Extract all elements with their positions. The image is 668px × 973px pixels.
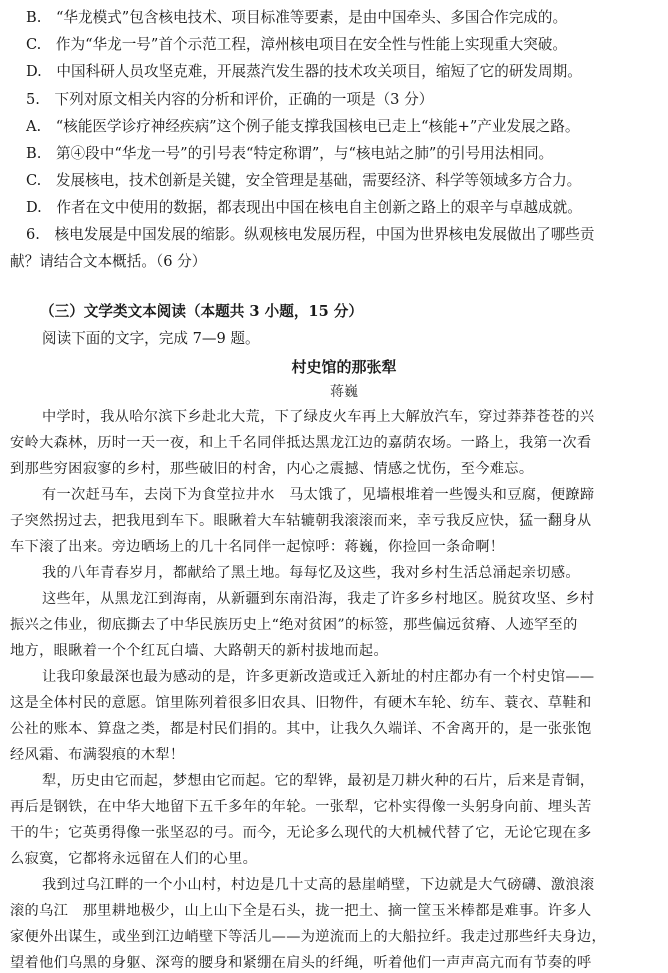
story-line: 安岭大森林，历时一天一夜，和上千名同伴抵达黑龙江边的嘉荫农场。一路上，我第一次看 — [10, 435, 592, 451]
q5-option-b: B. 第④段中“华龙一号”的引号表“特定称谓”，与“核电站之肺”的引号用法相同。 — [26, 145, 554, 162]
story-line: 我的八年青春岁月，都献给了黑土地。每每忆及这些，我对乡村生活总涌起亲切感。 — [42, 565, 580, 581]
story-line: 么寂寞，它都将永远留在人们的心里。 — [10, 851, 258, 867]
story-line: 公社的账本、算盘之类，都是村民们捐的。其中，让我久久端详、不舍离开的，是一张张饱 — [10, 721, 592, 737]
story-title: 村史馆的那张犁 — [291, 358, 397, 376]
story-line: 犁，历史由它而起，梦想由它而起。它的犁铧，最初是刀耕火种的石片，后来是青铜， — [42, 773, 595, 789]
story-line: 这是全体村民的意愿。馆里陈列着很多旧农具、旧物件，有硬木车轮、纺车、蓑衣、草鞋和 — [10, 695, 592, 711]
story-line: 滚的乌江 那里耕地极少，山上山下全是石头，拢一把土、摘一筐玉米棒都是难事。许多人 — [10, 903, 592, 919]
story-line: 振兴之伟业，彻底撕去了中华民族历史上“绝对贫困”的标签，那些偏远贫瘠、人迹罕至的 — [10, 617, 578, 633]
q4-option-c: C. 作为“华龙一号”首个示范工程，漳州核电项目在安全性与性能上实现重大突破。 — [26, 36, 567, 53]
story-line: 这些年，从黑龙江到海南，从新疆到东南沿海，我走了许多乡村地区。脱贫攻坚、乡村 — [42, 591, 595, 607]
story-line: 干的牛；它英勇得像一张坚忍的弓。而今，无论多么现代的大机械代替了它，无论它现在多 — [10, 825, 592, 841]
section-instruction: 阅读下面的文字，完成 7—9 题。 — [42, 330, 260, 347]
story-line: 车下滚了出来。旁边晒场上的几十名同伴一起惊呼：蒋巍，你捡回一条命啊！ — [10, 539, 505, 555]
q4-option-b: B. “华龙模式”包含核电技术、项目标准等要素，是由中国牵头、多国合作完成的。 — [26, 9, 568, 26]
story-line: 再后是钢铁，在中华大地留下五千多年的年轮。一张犁，它朴实得像一头躬身向前、埋头苦 — [10, 799, 592, 815]
story-line: 子突然拐过去，把我甩到车下。眼瞅着大车轱辘朝我滚滚而来，幸亏我反应快，猛一翻身从 — [10, 513, 592, 529]
story-line: 我到过乌江畔的一个小山村，村边是几十丈高的悬崖峭壁，下边就是大气磅礴、激浪滚 — [42, 877, 595, 893]
q5-option-a: A. “核能医学诊疗神经疾病”这个例子能支撑我国核电已走上“核能+”产业发展之路。 — [26, 118, 580, 135]
story-author: 蒋巍 — [330, 384, 358, 400]
q5-stem: 5. 下列对原文相关内容的分析和评价，正确的一项是（3 分） — [26, 91, 434, 108]
q4-option-d: D. 中国科研人员攻坚克难，开展蒸汽发生器的技术攻关项目，缩短了它的研发周期。 — [26, 63, 582, 80]
story-line: 家便外出谋生，或坐到江边峭壁下等活儿——为逆流而上的大船拉纤。我走过那些纤夫身边， — [10, 929, 607, 945]
story-line: 望着他们乌黑的身躯、深弯的腰身和紧绷在肩头的纤绳，听着他们一声声高亢而有节奏的呼 — [10, 955, 592, 971]
q5-option-c: C. 发展核电，技术创新是关键，安全管理是基础，需要经济、科学等领域多方合力。 — [26, 172, 582, 189]
section-heading: （三）文学类文本阅读（本题共 3 小题，15 分） — [40, 303, 363, 320]
q6-line-1: 6. 核电发展是中国发展的缩影。纵观核电发展历程，中国为世界核电发展做出了哪些贡 — [26, 226, 595, 243]
story-line: 经风霜、布满裂痕的木犁！ — [10, 747, 185, 763]
story-line: 中学时，我从哈尔滨下乡赴北大荒，下了绿皮火车再上大解放汽车，穿过莽莽苍苍的兴 — [42, 409, 595, 425]
story-line: 地方，眼瞅着一个个红瓦白墙、大路朝天的新村拔地而起。 — [10, 643, 388, 659]
q5-option-d: D. 作者在文中使用的数据，都表现出中国在核电自主创新之路上的艰辛与卓越成就。 — [26, 199, 582, 216]
story-line: 有一次赶马车，去岗下为食堂拉井水 马太饿了，见墙根堆着一些馒头和豆腐，便蹽蹄 — [42, 487, 595, 503]
story-line: 让我印象最深也最为感动的是，许多更新改造或迁入新址的村庄都办有一个村史馆—— — [42, 669, 595, 685]
q6-line-2: 献？请结合文本概括。（6 分） — [10, 253, 207, 270]
story-line: 到那些穷困寂寥的乡村，那些破旧的村舍，内心之震撼、情感之忧伤，至今难忘。 — [10, 461, 534, 477]
